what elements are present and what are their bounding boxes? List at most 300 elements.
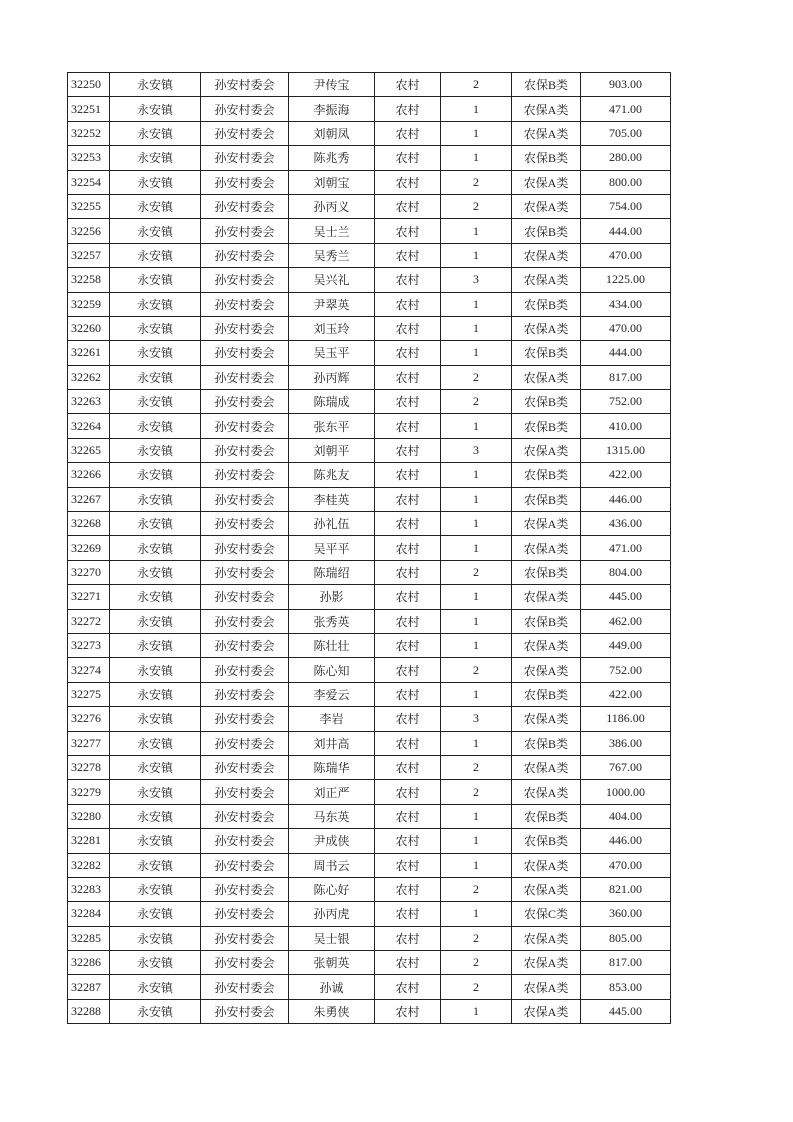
village-committee-cell: 孙安村委会 (201, 438, 289, 462)
town-cell: 永安镇 (110, 194, 201, 218)
person-name-cell: 陈心好 (289, 877, 375, 901)
household-count-cell: 2 (441, 560, 512, 584)
person-name-cell: 陈心知 (289, 658, 375, 682)
table-row (68, 609, 671, 633)
household-count-cell: 2 (441, 951, 512, 975)
town-cell: 永安镇 (110, 731, 201, 755)
village-committee-cell: 孙安村委会 (201, 219, 289, 243)
amount-cell: 404.00 (581, 804, 671, 828)
person-name-cell: 陈壮壮 (289, 633, 375, 657)
area-type-cell: 农村 (375, 390, 441, 414)
insurance-category-cell: 农保A类 (512, 438, 581, 462)
amount-cell: 767.00 (581, 755, 671, 779)
amount-cell: 800.00 (581, 170, 671, 194)
person-name-cell: 刘正严 (289, 780, 375, 804)
town-cell: 永安镇 (110, 853, 201, 877)
insurance-category-cell: 农保A类 (512, 853, 581, 877)
record-id-cell: 32269 (68, 536, 110, 560)
table-row (68, 390, 671, 414)
table-row (68, 658, 671, 682)
village-committee-cell: 孙安村委会 (201, 731, 289, 755)
village-committee-cell: 孙安村委会 (201, 146, 289, 170)
household-count-cell: 1 (441, 243, 512, 267)
village-committee-cell: 孙安村委会 (201, 194, 289, 218)
amount-cell: 410.00 (581, 414, 671, 438)
insurance-category-cell: 农保A类 (512, 170, 581, 194)
table-row (68, 682, 671, 706)
record-id-cell: 32261 (68, 341, 110, 365)
record-id-cell: 32258 (68, 268, 110, 292)
village-committee-cell: 孙安村委会 (201, 487, 289, 511)
record-id-cell: 32256 (68, 219, 110, 243)
record-id-cell: 32264 (68, 414, 110, 438)
table-row (68, 780, 671, 804)
amount-cell: 752.00 (581, 658, 671, 682)
village-committee-cell: 孙安村委会 (201, 658, 289, 682)
household-count-cell: 1 (441, 316, 512, 340)
area-type-cell: 农村 (375, 951, 441, 975)
town-cell: 永安镇 (110, 463, 201, 487)
person-name-cell: 李岩 (289, 707, 375, 731)
record-id-cell: 32266 (68, 463, 110, 487)
area-type-cell: 农村 (375, 585, 441, 609)
household-count-cell: 1 (441, 633, 512, 657)
person-name-cell: 吴兴礼 (289, 268, 375, 292)
amount-cell: 449.00 (581, 633, 671, 657)
village-committee-cell: 孙安村委会 (201, 536, 289, 560)
household-count-cell: 1 (441, 463, 512, 487)
table-row (68, 877, 671, 901)
amount-cell: 752.00 (581, 390, 671, 414)
person-name-cell: 李振海 (289, 97, 375, 121)
town-cell: 永安镇 (110, 414, 201, 438)
town-cell: 永安镇 (110, 146, 201, 170)
household-count-cell: 2 (441, 780, 512, 804)
insurance-category-cell: 农保B类 (512, 804, 581, 828)
insurance-category-cell: 农保B类 (512, 414, 581, 438)
amount-cell: 903.00 (581, 73, 671, 97)
amount-cell: 422.00 (581, 682, 671, 706)
town-cell: 永安镇 (110, 390, 201, 414)
table-row (68, 146, 671, 170)
insurance-category-cell: 农保A类 (512, 194, 581, 218)
town-cell: 永安镇 (110, 560, 201, 584)
person-name-cell: 张东平 (289, 414, 375, 438)
town-cell: 永安镇 (110, 121, 201, 145)
household-count-cell: 2 (441, 658, 512, 682)
record-id-cell: 32283 (68, 877, 110, 901)
town-cell: 永安镇 (110, 829, 201, 853)
village-committee-cell: 孙安村委会 (201, 243, 289, 267)
record-id-cell: 32271 (68, 585, 110, 609)
person-name-cell: 张朝英 (289, 951, 375, 975)
area-type-cell: 农村 (375, 975, 441, 999)
village-committee-cell: 孙安村委会 (201, 73, 289, 97)
table-row (68, 365, 671, 389)
insurance-category-cell: 农保A类 (512, 999, 581, 1023)
area-type-cell: 农村 (375, 463, 441, 487)
village-committee-cell: 孙安村委会 (201, 609, 289, 633)
village-committee-cell: 孙安村委会 (201, 682, 289, 706)
insurance-category-cell: 农保B类 (512, 341, 581, 365)
insurance-category-cell: 农保B类 (512, 560, 581, 584)
household-count-cell: 3 (441, 438, 512, 462)
village-committee-cell: 孙安村委会 (201, 121, 289, 145)
village-committee-cell: 孙安村委会 (201, 877, 289, 901)
village-committee-cell: 孙安村委会 (201, 902, 289, 926)
village-committee-cell: 孙安村委会 (201, 975, 289, 999)
household-count-cell: 2 (441, 975, 512, 999)
village-committee-cell: 孙安村委会 (201, 365, 289, 389)
insurance-category-cell: 农保A类 (512, 658, 581, 682)
table-row (68, 560, 671, 584)
amount-cell: 805.00 (581, 926, 671, 950)
household-count-cell: 1 (441, 97, 512, 121)
area-type-cell: 农村 (375, 902, 441, 926)
record-id-cell: 32278 (68, 755, 110, 779)
area-type-cell: 农村 (375, 97, 441, 121)
record-id-cell: 32265 (68, 438, 110, 462)
household-count-cell: 2 (441, 390, 512, 414)
record-id-cell: 32259 (68, 292, 110, 316)
table-row (68, 975, 671, 999)
person-name-cell: 吴秀兰 (289, 243, 375, 267)
table-row (68, 170, 671, 194)
town-cell: 永安镇 (110, 877, 201, 901)
village-committee-cell: 孙安村委会 (201, 414, 289, 438)
insurance-category-cell: 农保A类 (512, 633, 581, 657)
amount-cell: 1225.00 (581, 268, 671, 292)
insurance-category-cell: 农保B类 (512, 219, 581, 243)
person-name-cell: 刘朝宝 (289, 170, 375, 194)
area-type-cell: 农村 (375, 316, 441, 340)
amount-cell: 821.00 (581, 877, 671, 901)
area-type-cell: 农村 (375, 999, 441, 1023)
town-cell: 永安镇 (110, 292, 201, 316)
amount-cell: 462.00 (581, 609, 671, 633)
insurance-category-cell: 农保A类 (512, 536, 581, 560)
table-row (68, 243, 671, 267)
person-name-cell: 吴玉平 (289, 341, 375, 365)
town-cell: 永安镇 (110, 707, 201, 731)
amount-cell: 436.00 (581, 512, 671, 536)
household-count-cell: 1 (441, 121, 512, 145)
village-committee-cell: 孙安村委会 (201, 829, 289, 853)
record-id-cell: 32251 (68, 97, 110, 121)
table-row (68, 829, 671, 853)
record-id-cell: 32284 (68, 902, 110, 926)
table-row (68, 902, 671, 926)
town-cell: 永安镇 (110, 682, 201, 706)
record-id-cell: 32277 (68, 731, 110, 755)
table-row (68, 97, 671, 121)
household-count-cell: 1 (441, 999, 512, 1023)
village-committee-cell: 孙安村委会 (201, 97, 289, 121)
area-type-cell: 农村 (375, 194, 441, 218)
household-count-cell: 1 (441, 804, 512, 828)
insurance-category-cell: 农保B类 (512, 829, 581, 853)
area-type-cell: 农村 (375, 243, 441, 267)
amount-cell: 1186.00 (581, 707, 671, 731)
area-type-cell: 农村 (375, 829, 441, 853)
insurance-category-cell: 农保A类 (512, 121, 581, 145)
insurance-category-cell: 农保B类 (512, 682, 581, 706)
household-count-cell: 1 (441, 512, 512, 536)
household-count-cell: 1 (441, 585, 512, 609)
household-count-cell: 3 (441, 268, 512, 292)
record-id-cell: 32272 (68, 609, 110, 633)
village-committee-cell: 孙安村委会 (201, 707, 289, 731)
person-name-cell: 刘井高 (289, 731, 375, 755)
village-committee-cell: 孙安村委会 (201, 999, 289, 1023)
village-committee-cell: 孙安村委会 (201, 853, 289, 877)
amount-cell: 471.00 (581, 97, 671, 121)
town-cell: 永安镇 (110, 73, 201, 97)
area-type-cell: 农村 (375, 707, 441, 731)
amount-cell: 817.00 (581, 365, 671, 389)
table-row (68, 999, 671, 1023)
town-cell: 永安镇 (110, 633, 201, 657)
village-committee-cell: 孙安村委会 (201, 633, 289, 657)
area-type-cell: 农村 (375, 560, 441, 584)
household-count-cell: 1 (441, 487, 512, 511)
insurance-category-cell: 农保A类 (512, 926, 581, 950)
household-count-cell: 2 (441, 926, 512, 950)
insurance-category-cell: 农保B类 (512, 487, 581, 511)
amount-cell: 804.00 (581, 560, 671, 584)
household-count-cell: 3 (441, 707, 512, 731)
amount-cell: 853.00 (581, 975, 671, 999)
amount-cell: 445.00 (581, 999, 671, 1023)
record-id-cell: 32273 (68, 633, 110, 657)
person-name-cell: 陈瑞成 (289, 390, 375, 414)
amount-cell: 446.00 (581, 829, 671, 853)
table-row (68, 951, 671, 975)
town-cell: 永安镇 (110, 170, 201, 194)
insurance-category-cell: 农保B类 (512, 731, 581, 755)
table-row (68, 341, 671, 365)
person-name-cell: 张秀英 (289, 609, 375, 633)
area-type-cell: 农村 (375, 487, 441, 511)
area-type-cell: 农村 (375, 146, 441, 170)
household-count-cell: 1 (441, 536, 512, 560)
table-row (68, 804, 671, 828)
household-count-cell: 1 (441, 853, 512, 877)
amount-cell: 470.00 (581, 853, 671, 877)
amount-cell: 817.00 (581, 951, 671, 975)
record-id-cell: 32288 (68, 999, 110, 1023)
village-committee-cell: 孙安村委会 (201, 292, 289, 316)
person-name-cell: 孙礼伍 (289, 512, 375, 536)
person-name-cell: 刘玉玲 (289, 316, 375, 340)
village-committee-cell: 孙安村委会 (201, 463, 289, 487)
table-row (68, 463, 671, 487)
household-count-cell: 2 (441, 170, 512, 194)
town-cell: 永安镇 (110, 755, 201, 779)
table-row (68, 731, 671, 755)
area-type-cell: 农村 (375, 682, 441, 706)
insurance-category-cell: 农保B类 (512, 292, 581, 316)
area-type-cell: 农村 (375, 755, 441, 779)
town-cell: 永安镇 (110, 316, 201, 340)
household-count-cell: 2 (441, 194, 512, 218)
record-id-cell: 32275 (68, 682, 110, 706)
record-id-cell: 32253 (68, 146, 110, 170)
town-cell: 永安镇 (110, 536, 201, 560)
table-row (68, 755, 671, 779)
person-name-cell: 孙丙义 (289, 194, 375, 218)
area-type-cell: 农村 (375, 780, 441, 804)
amount-cell: 705.00 (581, 121, 671, 145)
town-cell: 永安镇 (110, 902, 201, 926)
area-type-cell: 农村 (375, 121, 441, 145)
household-count-cell: 1 (441, 146, 512, 170)
insurance-category-cell: 农保B类 (512, 609, 581, 633)
town-cell: 永安镇 (110, 487, 201, 511)
table-row (68, 926, 671, 950)
household-count-cell: 1 (441, 902, 512, 926)
area-type-cell: 农村 (375, 536, 441, 560)
village-committee-cell: 孙安村委会 (201, 390, 289, 414)
village-committee-cell: 孙安村委会 (201, 755, 289, 779)
table-row (68, 414, 671, 438)
area-type-cell: 农村 (375, 73, 441, 97)
town-cell: 永安镇 (110, 341, 201, 365)
town-cell: 永安镇 (110, 975, 201, 999)
person-name-cell: 李桂英 (289, 487, 375, 511)
record-id-cell: 32262 (68, 365, 110, 389)
record-id-cell: 32260 (68, 316, 110, 340)
person-name-cell: 尹传宝 (289, 73, 375, 97)
area-type-cell: 农村 (375, 804, 441, 828)
person-name-cell: 周书云 (289, 853, 375, 877)
record-id-cell: 32276 (68, 707, 110, 731)
person-name-cell: 孙丙辉 (289, 365, 375, 389)
area-type-cell: 农村 (375, 438, 441, 462)
amount-cell: 360.00 (581, 902, 671, 926)
amount-cell: 422.00 (581, 463, 671, 487)
town-cell: 永安镇 (110, 951, 201, 975)
person-name-cell: 陈兆友 (289, 463, 375, 487)
amount-cell: 470.00 (581, 243, 671, 267)
table-row (68, 194, 671, 218)
area-type-cell: 农村 (375, 219, 441, 243)
insurance-category-cell: 农保C类 (512, 902, 581, 926)
insurance-category-cell: 农保A类 (512, 707, 581, 731)
insurance-category-cell: 农保B类 (512, 463, 581, 487)
town-cell: 永安镇 (110, 585, 201, 609)
person-name-cell: 吴平平 (289, 536, 375, 560)
town-cell: 永安镇 (110, 268, 201, 292)
table-row (68, 316, 671, 340)
household-count-cell: 1 (441, 341, 512, 365)
table-row (68, 438, 671, 462)
town-cell: 永安镇 (110, 219, 201, 243)
household-count-cell: 1 (441, 292, 512, 316)
household-count-cell: 2 (441, 365, 512, 389)
area-type-cell: 农村 (375, 365, 441, 389)
household-count-cell: 2 (441, 73, 512, 97)
insurance-category-cell: 农保A类 (512, 975, 581, 999)
person-name-cell: 刘朝凤 (289, 121, 375, 145)
household-count-cell: 1 (441, 414, 512, 438)
person-name-cell: 陈瑞绍 (289, 560, 375, 584)
household-count-cell: 1 (441, 219, 512, 243)
insurance-category-cell: 农保A类 (512, 268, 581, 292)
area-type-cell: 农村 (375, 877, 441, 901)
household-count-cell: 1 (441, 731, 512, 755)
town-cell: 永安镇 (110, 804, 201, 828)
person-name-cell: 马东英 (289, 804, 375, 828)
record-id-cell: 32279 (68, 780, 110, 804)
area-type-cell: 农村 (375, 609, 441, 633)
insurance-category-cell: 农保B类 (512, 146, 581, 170)
table-row (68, 268, 671, 292)
household-count-cell: 1 (441, 609, 512, 633)
insurance-category-cell: 农保A类 (512, 755, 581, 779)
record-id-cell: 32257 (68, 243, 110, 267)
household-count-cell: 1 (441, 682, 512, 706)
record-id-cell: 32274 (68, 658, 110, 682)
table-row (68, 536, 671, 560)
amount-cell: 444.00 (581, 341, 671, 365)
insurance-category-cell: 农保B类 (512, 390, 581, 414)
town-cell: 永安镇 (110, 243, 201, 267)
person-name-cell: 朱勇侠 (289, 999, 375, 1023)
record-id-cell: 32287 (68, 975, 110, 999)
area-type-cell: 农村 (375, 853, 441, 877)
table-row (68, 219, 671, 243)
amount-cell: 470.00 (581, 316, 671, 340)
village-committee-cell: 孙安村委会 (201, 560, 289, 584)
record-id-cell: 32270 (68, 560, 110, 584)
town-cell: 永安镇 (110, 658, 201, 682)
person-name-cell: 陈瑞华 (289, 755, 375, 779)
record-id-cell: 32280 (68, 804, 110, 828)
insurance-category-cell: 农保A类 (512, 585, 581, 609)
record-id-cell: 32285 (68, 926, 110, 950)
town-cell: 永安镇 (110, 512, 201, 536)
town-cell: 永安镇 (110, 926, 201, 950)
insurance-category-cell: 农保A类 (512, 877, 581, 901)
town-cell: 永安镇 (110, 609, 201, 633)
village-committee-cell: 孙安村委会 (201, 512, 289, 536)
amount-cell: 445.00 (581, 585, 671, 609)
insurance-category-cell: 农保A类 (512, 512, 581, 536)
village-committee-cell: 孙安村委会 (201, 951, 289, 975)
amount-cell: 280.00 (581, 146, 671, 170)
village-committee-cell: 孙安村委会 (201, 926, 289, 950)
table-row (68, 121, 671, 145)
village-committee-cell: 孙安村委会 (201, 316, 289, 340)
record-id-cell: 32255 (68, 194, 110, 218)
area-type-cell: 农村 (375, 731, 441, 755)
town-cell: 永安镇 (110, 999, 201, 1023)
area-type-cell: 农村 (375, 633, 441, 657)
record-id-cell: 32267 (68, 487, 110, 511)
insurance-category-cell: 农保A类 (512, 365, 581, 389)
record-id-cell: 32252 (68, 121, 110, 145)
town-cell: 永安镇 (110, 365, 201, 389)
area-type-cell: 农村 (375, 268, 441, 292)
person-name-cell: 尹成侠 (289, 829, 375, 853)
insurance-category-cell: 农保A类 (512, 243, 581, 267)
record-id-cell: 32263 (68, 390, 110, 414)
area-type-cell: 农村 (375, 658, 441, 682)
village-committee-cell: 孙安村委会 (201, 585, 289, 609)
person-name-cell: 尹翠英 (289, 292, 375, 316)
record-id-cell: 32250 (68, 73, 110, 97)
